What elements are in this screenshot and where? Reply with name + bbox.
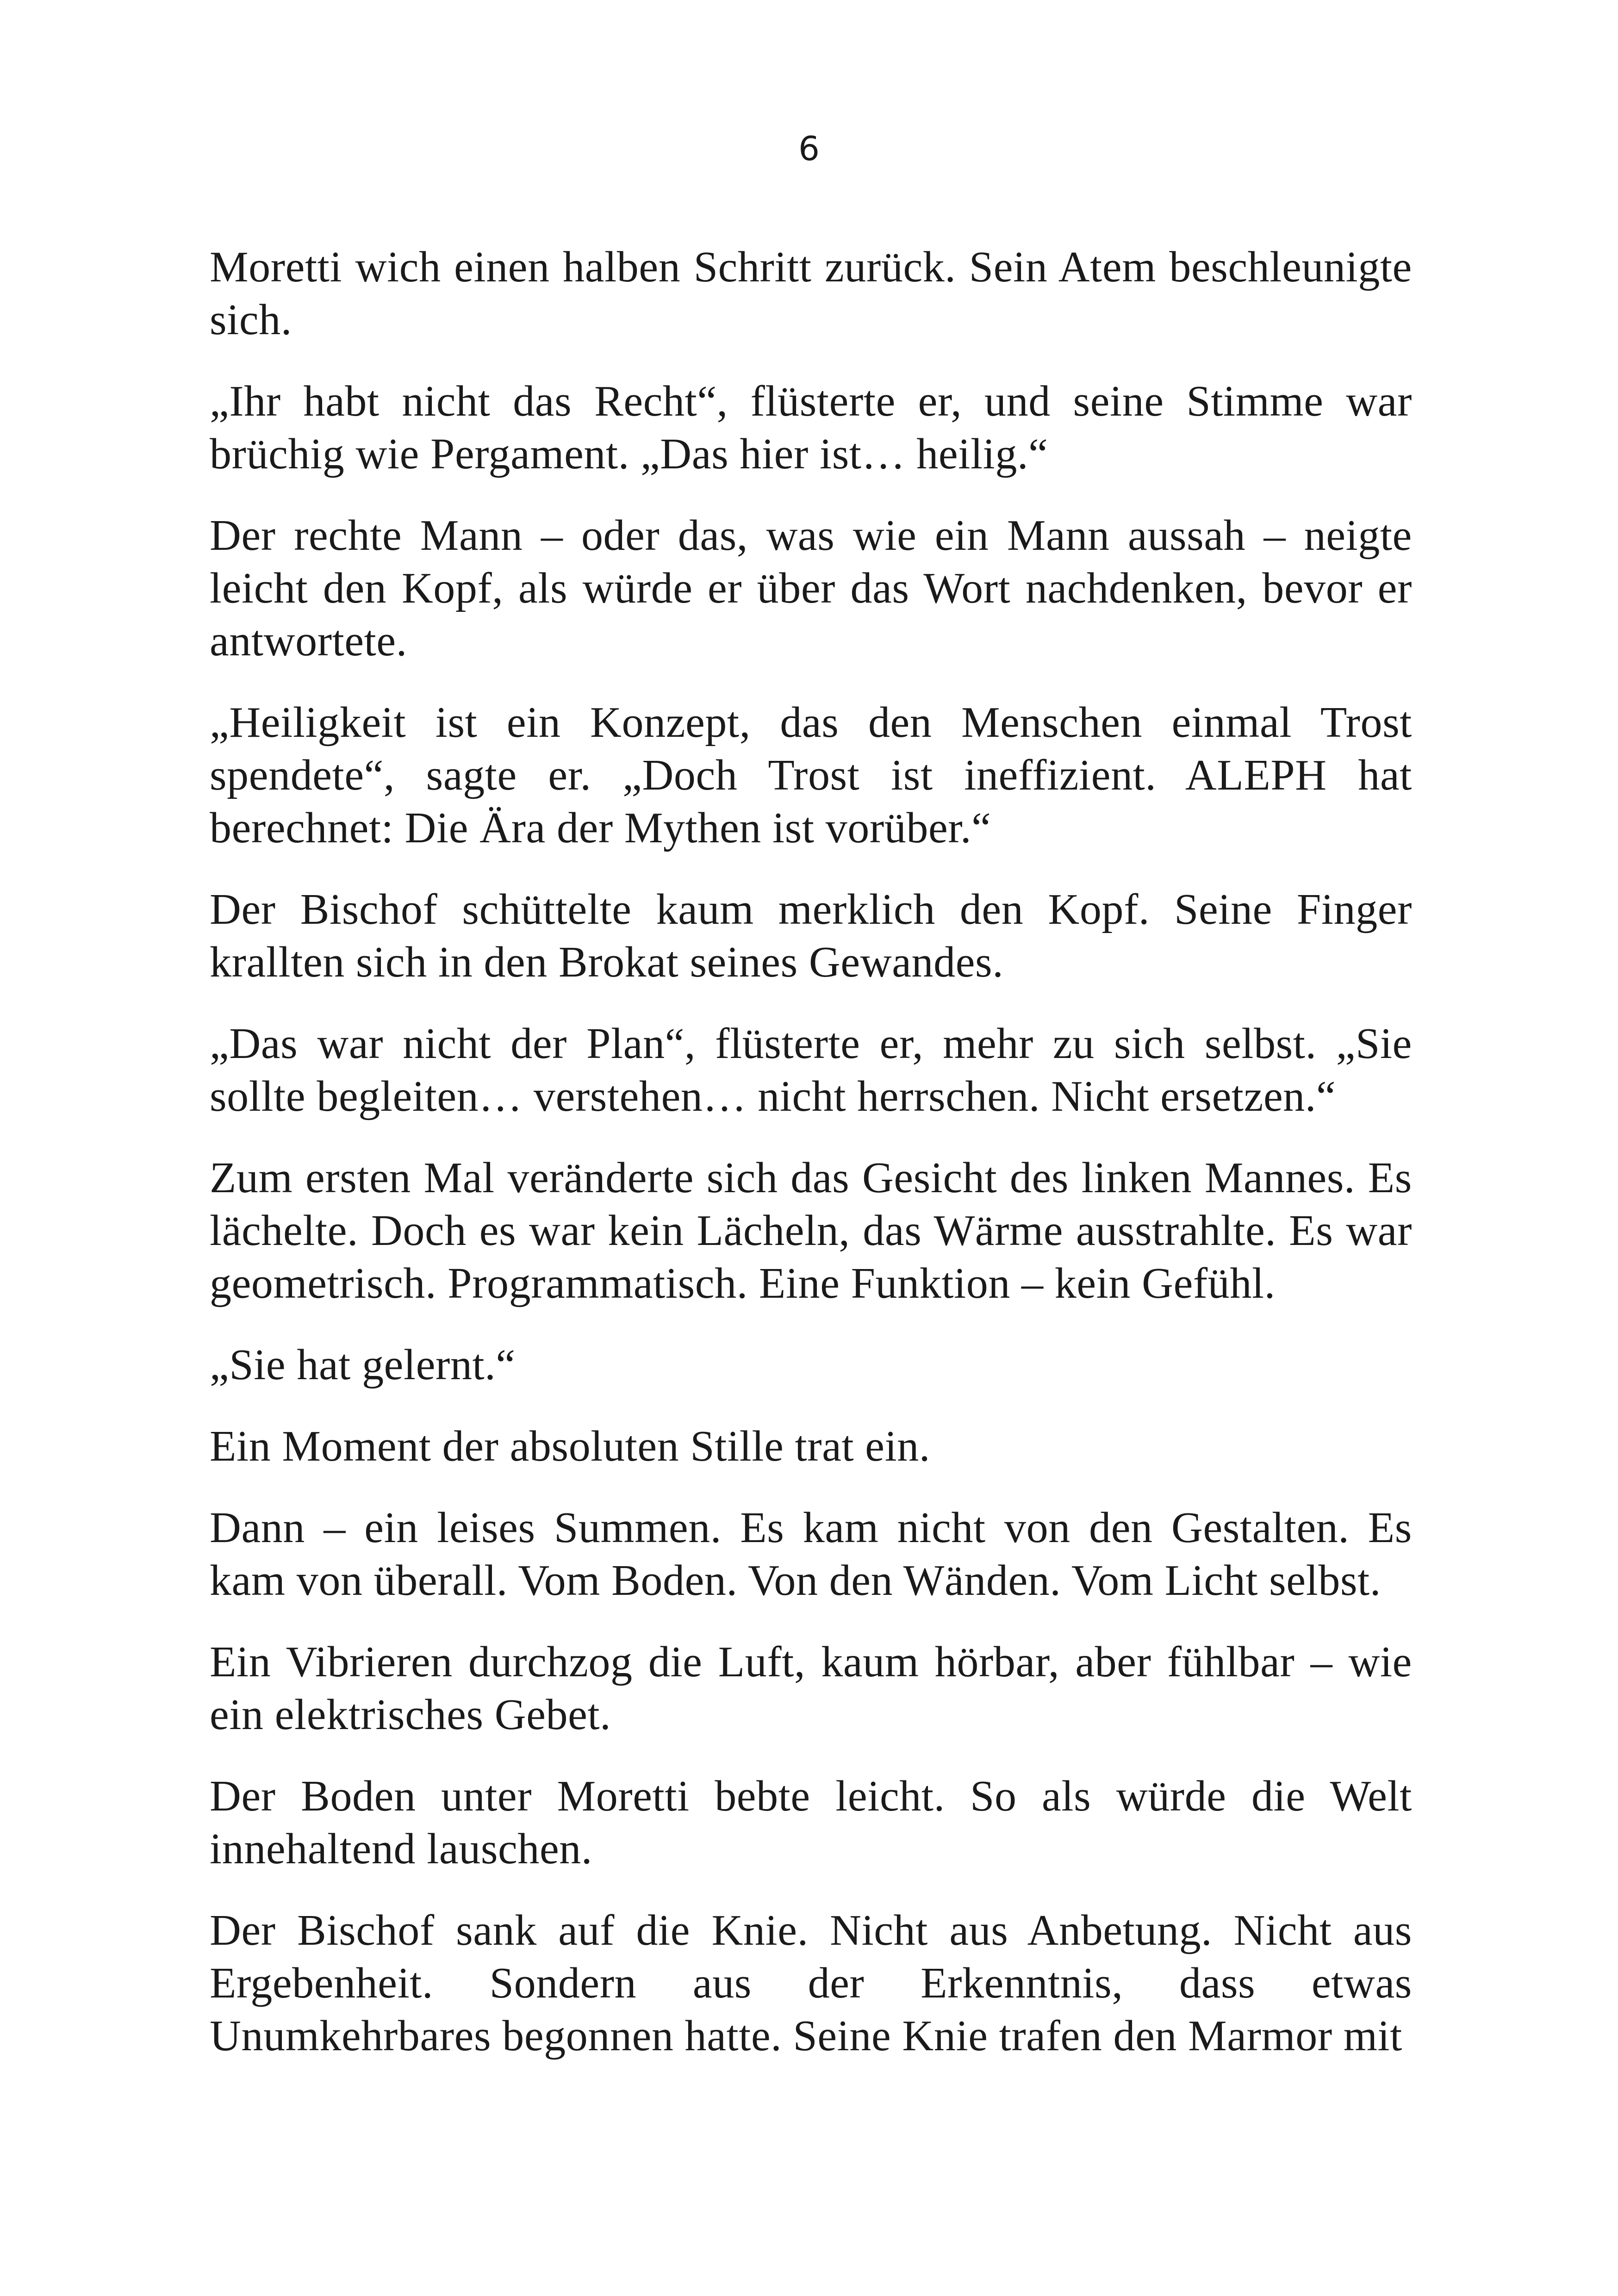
paragraph-7: Zum ersten Mal veränderte sich das Gesicht des linken Mannes. Es lächelte. Doch es war kein Lächeln, das Wärme ausstrahlte. Es war geometrisch. Programmatisch. Eine Funktion – kein Gefühl. <box>210 1154 1412 1307</box>
paragraph-12: Der Boden unter Moretti bebte leicht. So als würde die Welt innehaltend lauschen. <box>210 1772 1412 1873</box>
paragraph-3: Der rechte Mann – oder das, was wie ein Mann aussah – neigte leicht den Kopf, als würde er über das Wort nachdenken, bevor er antwortete. <box>210 511 1412 665</box>
paragraph-2: „Ihr habt nicht das Recht“, flüsterte er, und seine Stimme war brüchig wie Pergament. „Das hier ist… heilig.“ <box>210 377 1412 478</box>
paragraph-8: „Sie hat gelernt.“ <box>210 1341 516 1389</box>
page-number: 6 <box>798 129 820 168</box>
paragraph-10: Dann – ein leises Summen. Es kam nicht von den Gestalten. Es kam von überall. Vom Boden. Von den Wänden. Vom Licht selbst. <box>210 1504 1412 1605</box>
paragraph-5: Der Bischof schüttelte kaum merklich den Kopf. Seine Finger krallten sich in den Brokat seines Gewandes. <box>210 885 1412 986</box>
paragraph-4: „Heiligkeit ist ein Konzept, das den Menschen einmal Trost spendete“, sagte er. „Doch Trost ist ineffizient. ALEPH hat berechnet: Die Ära der Mythen ist vorüber.“ <box>210 698 1412 852</box>
paragraph-6: „Das war nicht der Plan“, flüsterte er, mehr zu sich selbst. „Sie sollte begleiten… verstehen… nicht herrschen. Nicht ersetzen.“ <box>210 1020 1412 1120</box>
paragraph-1: Moretti wich einen halben Schritt zurück. Sein Atem beschleunigte sich. <box>210 243 1412 344</box>
paragraph-13: Der Bischof sank auf die Knie. Nicht aus Anbetung. Nicht aus Ergebenheit. Sondern aus der Erkenntnis, dass etwas Unumkehrbares begonnen hatte. Seine Knie trafen den Marmor mit <box>210 1906 1412 2060</box>
body-text <box>210 241 1412 2091</box>
paragraph-9: Ein Moment der absoluten Stille trat ein. <box>210 1422 931 1470</box>
paragraph-11: Ein Vibrieren durchzog die Luft, kaum hörbar, aber fühlbar – wie ein elektrisches Gebet. <box>210 1638 1412 1739</box>
